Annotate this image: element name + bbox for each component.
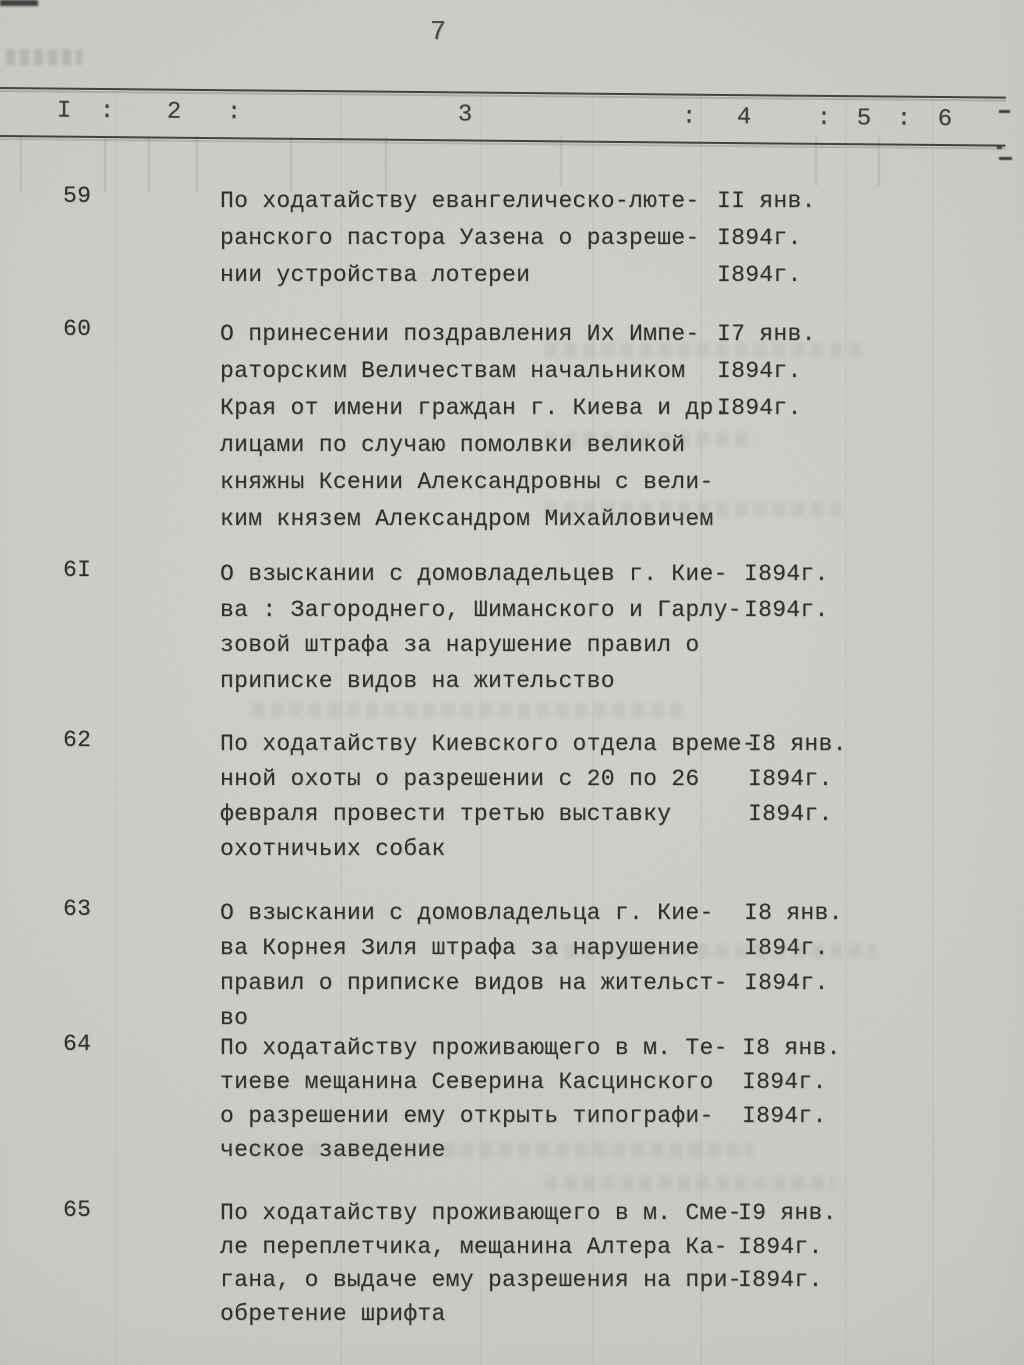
entry-date: I894г. [717, 225, 802, 251]
entry-text-line: правил о приписке видов на жительст- [220, 970, 728, 996]
column-label-2: 2 [166, 98, 182, 126]
column-separator: : [816, 104, 832, 132]
entry-text-line: гана, о выдаче ему разрешения на при- [220, 1267, 742, 1293]
entry-text-line: нной охоты о разрешении с 20 по 26 [220, 766, 700, 792]
entry-text-line: тиеве мещанина Северина Касцинского [220, 1069, 714, 1095]
margin-dot-mark [997, 146, 1002, 149]
entry-text-line: О принесении поздравления Их Импе- [220, 321, 700, 347]
entry-number: 59 [63, 183, 92, 209]
entry-text-line: ким князем Александром Михайловичем [220, 506, 714, 532]
ghost-divider-segment [560, 136, 562, 186]
column-label-4: 4 [736, 104, 752, 132]
entry-text-line: лицами по случаю помолвки великой [220, 432, 686, 458]
page-number: 7 [430, 18, 448, 48]
header-rule-bottom [0, 135, 1005, 147]
entry-text-line: По ходатайству проживающего в м. Сме- [220, 1200, 742, 1226]
entry-date: I894г. [744, 561, 829, 587]
column-label-6: 6 [937, 106, 953, 134]
entry-text-line: раторским Величествам начальником [220, 358, 686, 384]
entry-text-line: О взыскании с домовладельцев г. Кие- [220, 561, 728, 587]
entry-text-line: По ходатайству проживающего в м. Те- [220, 1035, 728, 1061]
entry-date: I894г. [744, 935, 829, 961]
entry-date: I894г. [744, 970, 829, 996]
entry-text-line: ранского пастора Уазена о разреше- [220, 225, 700, 251]
entry-date: I894г. [748, 766, 833, 792]
column-label-5: 5 [856, 105, 872, 133]
entry-text-line: Края от имени граждан г. Киева и др. [220, 395, 728, 421]
entry-date: I894г. [738, 1233, 823, 1260]
entry-date: I894г. [738, 1267, 823, 1293]
entry-number: 63 [63, 896, 92, 922]
entry-date: I7 янв. [717, 321, 816, 347]
entry-number: 6I [63, 557, 92, 583]
entry-number: 64 [63, 1031, 92, 1057]
entry-date: I894г. [742, 1103, 827, 1129]
entry-date: II янв. [717, 188, 816, 214]
bleedthrough-text-row [252, 703, 682, 718]
entry-date: I9 янв. [738, 1200, 837, 1226]
entry-date: I894г. [742, 1069, 827, 1095]
entry-text-line: во [220, 1005, 249, 1031]
entry-number: 62 [63, 727, 92, 753]
entry-text-line: ва : Загороднего, Шиманского и Гарлу- [220, 596, 742, 623]
column-separator: : [896, 105, 912, 133]
entry-date: I894г. [717, 262, 802, 288]
entry-date: I8 янв. [744, 900, 843, 926]
entry-text-line: приписке видов на жительство [220, 667, 615, 694]
column-separator: : [226, 99, 242, 127]
margin-dash-mark [999, 110, 1010, 113]
ghost-column-rule [932, 92, 934, 1365]
entry-text-line: По ходатайству Киевского отдела време- [220, 731, 756, 757]
entry-text-line: О взыскании с домовладельца г. Кие- [220, 900, 714, 926]
bleedthrough-stamp-mark [6, 49, 82, 65]
entry-date: I8 янв. [748, 731, 847, 757]
entry-text-line: ческое заведение [220, 1137, 446, 1163]
column-label-1: I [56, 97, 72, 125]
entry-text-line: нии устройства лотереи [220, 262, 531, 288]
entry-text-line: февраля провести третью выставку [220, 801, 672, 827]
ghost-divider-segment [196, 136, 198, 192]
entry-number: 60 [63, 316, 92, 342]
entry-text-line: княжны Ксении Александровны с вели- [220, 469, 714, 495]
header-rule-top [0, 87, 1006, 99]
bleedthrough-text-row [545, 1176, 835, 1191]
entry-date: I8 янв. [742, 1035, 841, 1061]
entry-text-line: обретение шрифта [220, 1300, 446, 1327]
entry-number: 65 [63, 1197, 92, 1223]
column-separator: : [681, 103, 697, 131]
entry-date: I894г. [748, 801, 833, 827]
entry-date: I894г. [717, 395, 802, 421]
entry-text-line: о разрешении ему открыть типографи- [220, 1103, 714, 1129]
entry-text-line: охотничьих собак [220, 836, 446, 862]
entry-text-line: ва Корнея Зиля штрафа за нарушение [220, 935, 700, 961]
scan-edge-smudge [0, 0, 38, 6]
entry-date: I894г. [744, 596, 829, 623]
table-header [0, 87, 1006, 147]
ghost-divider-segment [20, 136, 22, 192]
ghost-divider-segment [104, 136, 106, 192]
column-separator: : [99, 97, 115, 126]
column-label-3: 3 [457, 101, 473, 129]
entry-text-line: зовой штрафа за нарушение правил о [220, 632, 700, 658]
ghost-divider-segment [148, 136, 150, 192]
entry-text-line: ле переплетчика, мещанина Алтера Ка- [220, 1233, 728, 1260]
entry-text-line: По ходатайству евангелическо-люте- [220, 188, 700, 214]
entry-date: I894г. [717, 358, 802, 384]
ghost-column-rule [115, 92, 117, 1365]
margin-dash-mark [999, 157, 1012, 160]
